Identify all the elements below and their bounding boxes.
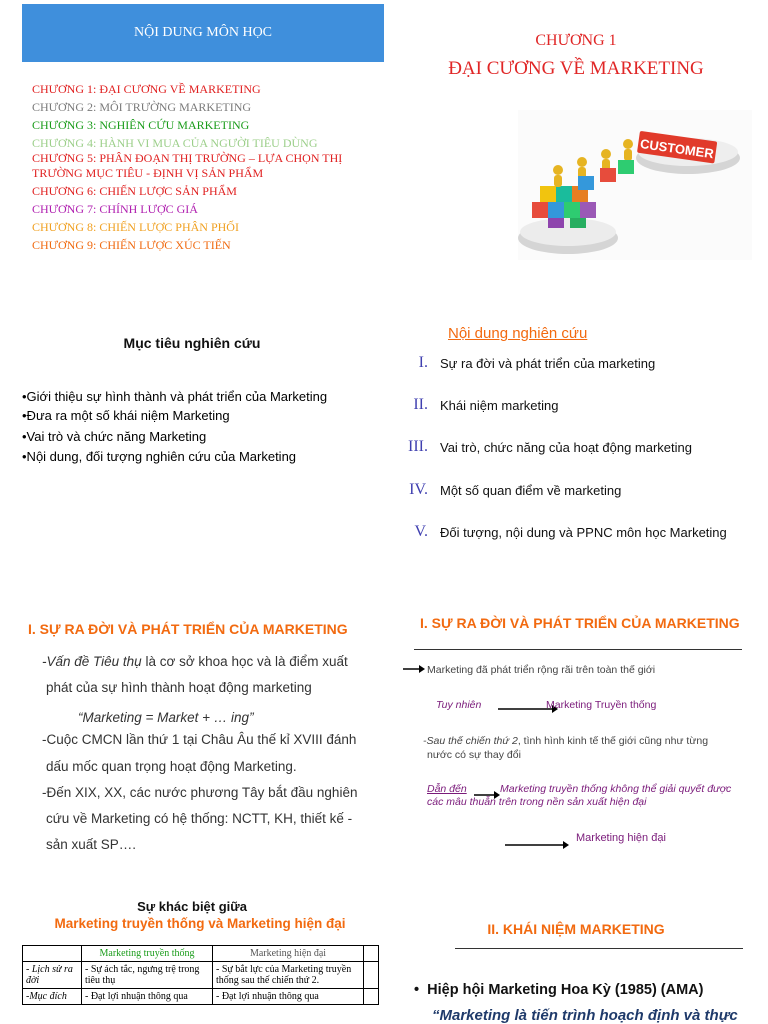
slide7-subtitle: Marketing truyền thống và Marketing hiện đại [54, 916, 346, 931]
table-cell: - Sự bắt lực của Marketing truyền thống sau thế chiến thứ 2. [213, 962, 364, 989]
slide6-title: I. SỰ RA ĐỜI VÀ PHÁT TRIỂN CỦA MARKETING [420, 615, 740, 631]
content-item: Một số quan điểm về marketing [440, 483, 622, 498]
slide3-title: Mục tiêu nghiên cứu [123, 335, 261, 351]
slide8-bullet: • Hiệp hội Marketing Hoa Kỳ (1985) (AMA) [414, 982, 704, 998]
table-header-cell: Marketing truyền thống [82, 946, 213, 962]
table-header-cell: Marketing hiện đại [213, 946, 364, 962]
objective-item: •Đưa ra một số khái niệm Marketing [22, 408, 230, 423]
objective-item: •Giới thiệu sự hình thành và phát triển của Marketing [22, 389, 328, 404]
slide6-after-war-line2: nước có sự thay đổi [427, 749, 521, 761]
customer-puzzle-image [518, 110, 752, 260]
slide4-title: Nội dung nghiên cứu [448, 325, 588, 342]
slide5-paragraph1: -Vấn đề Tiêu thụ là cơ sở khoa học và là điểm xuất [42, 654, 348, 669]
slide5-quote: “Marketing = Market + … ing” [78, 710, 254, 725]
table-cell: - Lịch sử ra đời [23, 962, 82, 989]
content-item: Sự ra đời và phát triển của marketing [440, 356, 656, 371]
slide2-chapter-title: ĐẠI CƯƠNG VỀ MARKETING [448, 58, 704, 79]
roman-numeral: I. [418, 354, 428, 371]
table-header-cell [23, 946, 82, 962]
slide5-paragraph2-line2: dấu mốc quan trọng hoạt động Marketing. [46, 759, 297, 774]
chapter-item: CHƯƠNG 6: CHIẾN LƯỢC SẢN PHẨM [32, 184, 237, 198]
slide6-divider [414, 649, 742, 650]
chapter-item: CHƯƠNG 3: NGHIÊN CỨU MARKETING [32, 118, 250, 132]
comparison-table [22, 945, 379, 1005]
roman-numeral: III. [408, 438, 428, 455]
slide5-paragraph2: -Cuộc CMCN lần thứ 1 tại Châu Âu thế kỉ XVIII đánh [42, 732, 357, 747]
slide5-italic-term: -Vấn đề Tiêu thụ [42, 654, 142, 669]
objective-item: •Vai trò và chức năng Marketing [22, 429, 207, 444]
chapter-item: CHƯƠNG 7: CHÍNH LƯỢC GIÁ [32, 202, 198, 216]
table-row [23, 989, 379, 1005]
slide5-paragraph3-line3: sản xuất SP…. [46, 837, 137, 852]
slide6-conclusion-line2: các mâu thuẫn trên trong nền sản xuất hiện đại [427, 796, 647, 808]
chapter-item: CHƯƠNG 5: PHÂN ĐOẠN THỊ TRƯỜNG – LỰA CHỌN THỊ [32, 151, 343, 165]
table-row [23, 962, 379, 989]
customer-word: CUSTOMER [639, 136, 715, 162]
objective-item: •Nội dung, đối tượng nghiên cứu của Marketing [22, 449, 297, 464]
slide6-traditional-marketing: Marketing Truyền thống [546, 699, 657, 711]
bullet-icon: • [414, 982, 420, 998]
table-cell: - Đạt lợi nhuận thông qua [82, 989, 213, 1005]
chapter-item: CHƯƠNG 9: CHIẾN LƯỢC XÚC TIẾN [32, 238, 231, 252]
table-cell: -Mục đích [23, 989, 82, 1005]
slide5-paragraph1-line2: phát của sự hình thành hoạt động marketing [46, 680, 312, 695]
roman-numeral: V. [414, 523, 428, 540]
content-item: Khái niệm marketing [440, 398, 559, 413]
slide6-line1: Marketing đã phát triển rộng rãi trên toàn thế giới [427, 664, 656, 676]
slide8-divider [455, 948, 743, 949]
slide7-title: Sự khác biệt giữa [137, 899, 247, 914]
content-item: Vai trò, chức năng của hoạt động marketing [440, 440, 693, 455]
chapter-item: CHƯƠNG 2: MÔI TRƯỜNG MARKETING [32, 100, 252, 114]
slide8-quote: “Marketing là tiến trình hoạch định và thực [432, 1007, 738, 1024]
slide6-modern-marketing: Marketing hiện đại [576, 832, 666, 844]
slide8-title: II. KHÁI NIỆM MARKETING [487, 921, 665, 937]
slide6-after-war: -Sau thế chiến thứ 2, tình hình kinh tế thế giới cũng như từng [423, 735, 709, 747]
table-header-row [23, 946, 379, 962]
table-cell: - Sự ách tắc, ngưng trệ trong tiêu thụ [82, 962, 213, 989]
table-cell: - Đạt lợi nhuận thông qua [213, 989, 364, 1005]
chapter-item: CHƯƠNG 8: CHIẾN LƯỢC PHÂN PHỐI [32, 220, 239, 234]
slide1-header-text: NỘI DUNG MÔN HỌC [133, 25, 273, 40]
chapter-item: CHƯƠNG 4: HÀNH VI MUA CỦA NGƯỜI TIÊU DÙNG [32, 136, 318, 150]
slide6-dan-den: Dẫn đến [427, 783, 467, 795]
slide5-paragraph3-line2: cứu về Marketing có hệ thống: NCTT, KH, thiết kế - [46, 811, 353, 826]
arrow-icon [403, 661, 425, 679]
content-item: Đối tượng, nội dung và PPNC môn học Marketing [440, 525, 727, 540]
roman-numeral: IV. [409, 481, 428, 498]
slide6-conclusion: Marketing truyền thống không thể giải quyết được [500, 783, 732, 795]
arrow-icon [505, 837, 569, 855]
chapter-item: TRƯỜNG MỤC TIÊU - ĐỊNH VỊ SẢN PHẨM [32, 166, 264, 180]
slide5-paragraph3: -Đến XIX, XX, các nước phương Tây bắt đầu nghiên [42, 785, 358, 800]
slide5-title: I. SỰ RA ĐỜI VÀ PHÁT TRIỂN CỦA MARKETING [28, 621, 348, 637]
roman-numeral: II. [413, 396, 428, 413]
slide1-header [22, 4, 384, 62]
chapter-item: CHƯƠNG 1: ĐẠI CƯƠNG VỀ MARKETING [32, 82, 261, 96]
slide2-chapter-number: CHƯƠNG 1 [535, 32, 617, 49]
slide6-tuy-nhien: Tuy nhiên [436, 699, 482, 711]
